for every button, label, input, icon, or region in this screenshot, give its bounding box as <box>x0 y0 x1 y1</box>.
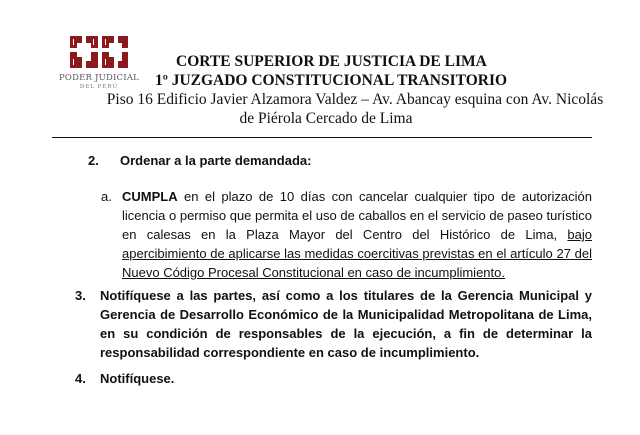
item-3-number: 3. <box>75 288 86 303</box>
item-2-number: 2. <box>88 153 99 168</box>
address-line-1: Piso 16 Edificio Javier Alzamora Valdez – Av. Abancay esquina con Av. Nicolás <box>106 91 604 108</box>
item-2-text: Ordenar a la parte demandada: <box>120 153 312 168</box>
poder-judicial-emblem-icon <box>68 34 130 70</box>
item-4-number: 4. <box>75 371 86 386</box>
item-2a-underlined: bajo apercibimiento de aplicarse las medidas coercitivas previstas en el artículo 27 del Nuevo Código Procesal Constitucional en caso de incumplimiento. <box>122 227 592 280</box>
item-2a-paragraph <box>122 187 592 282</box>
poder-judicial-logo <box>56 34 142 96</box>
header-divider <box>52 137 592 138</box>
logo-text-line2: DEL PERÚ <box>79 84 119 90</box>
logo-text-line1: PODER JUDICIAL <box>59 73 139 83</box>
address-line-2: de Piérola Cercado de Lima <box>239 110 413 127</box>
item-3-paragraph: Notifíquese a las partes, así como a los titulares de la Gerencia Municipal y Gerencia de Desarrollo Económico de la Municipalidad Metropolitana de Lima, en su condición de responsables de la ejecución, a fin de determinar la responsabilidad correspondiente en caso de incumplimiento. <box>100 288 592 360</box>
item-2a-letter: a. <box>101 189 112 204</box>
item-2a-body: en el plazo de 10 días con cancelar cualquier tipo de autorización licencia o permiso que permita el uso de caballos en el servicio de paseo turístico en calesas en la Plaza Mayor del Centro del Histórico de Lima, <box>122 189 592 242</box>
juzgado-title: 1º JUZGADO CONSTITUCIONAL TRANSITORIO <box>154 72 508 89</box>
item-4-text: Notifíquese. <box>100 371 175 386</box>
item-2a-lead: CUMPLA <box>122 189 178 204</box>
court-title: CORTE SUPERIOR DE JUSTICIA DE LIMA <box>176 53 487 70</box>
